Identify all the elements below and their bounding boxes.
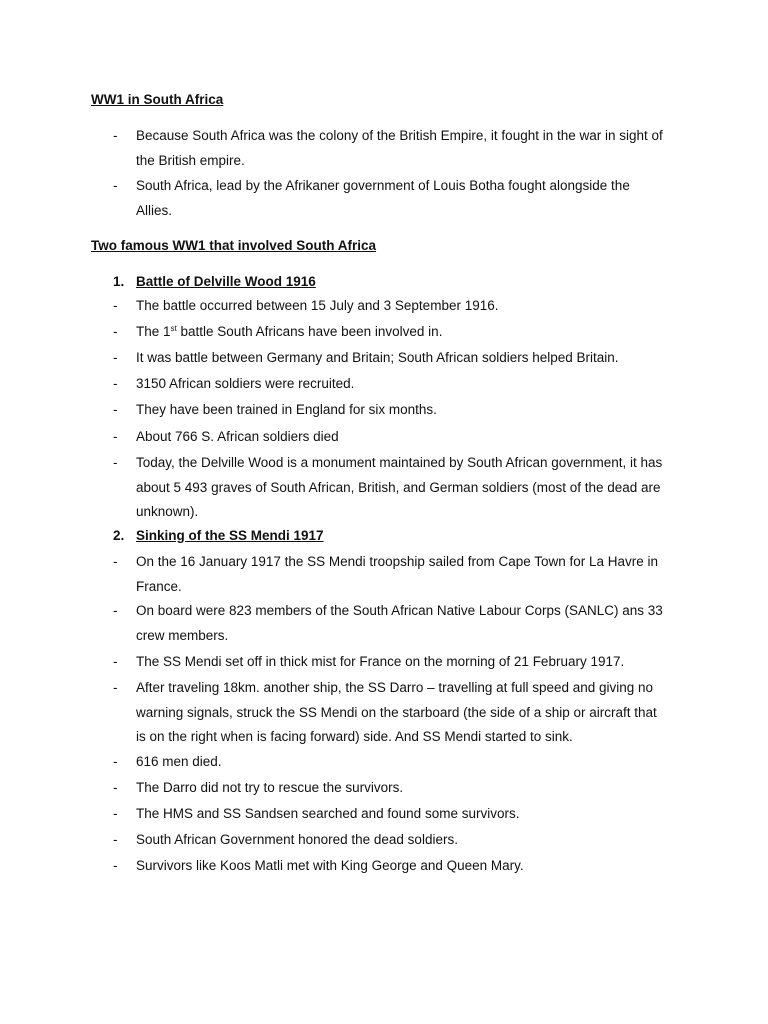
bullet-text-continued: Allies. [136, 203, 173, 218]
superscript-ordinal: st [170, 324, 177, 333]
bullet-text: The Darro did not try to rescue the survivors. [136, 780, 404, 795]
bullet-dash: - [113, 376, 118, 391]
bullet-text-continued: warning signals, struck the SS Mendi on the starboard (the side of a ship or aircraft that [136, 705, 657, 720]
list-number: 1. [113, 274, 125, 289]
bullet-dash: - [113, 554, 118, 569]
bullet-text: About 766 S. African soldiers died [136, 429, 339, 444]
bullet-text-continued: unknown). [136, 504, 199, 519]
list-number: 2. [113, 528, 125, 543]
bullet-text: Today, the Delville Wood is a monument maintained by South African government, it has [136, 455, 663, 470]
bullet-dash: - [113, 128, 118, 143]
bullet-text: After traveling 18km. another ship, the SS Darro – travelling at full speed and giving no [136, 680, 654, 695]
bullet-text: 3150 African soldiers were recruited. [136, 376, 355, 391]
subheading-sinking-of-ss-mendi: Sinking of the SS Mendi 1917 [136, 528, 324, 543]
bullet-dash: - [113, 350, 118, 365]
bullet-text-part: battle South Africans have been involved in. [176, 324, 443, 339]
subheading-battle-of-delville-wood: Battle of Delville Wood 1916 [136, 274, 316, 289]
bullet-text-continued: France. [136, 579, 182, 594]
bullet-text: It was battle between Germany and Britain; South African soldiers helped Britain. [136, 350, 619, 365]
bullet-text: They have been trained in England for six months. [136, 402, 437, 417]
section-heading-ww1-in-south-africa: WW1 in South Africa [91, 92, 224, 107]
bullet-text-continued: about 5 493 graves of South African, British, and German soldiers (most of the dead are [136, 480, 661, 495]
bullet-text-continued: crew members. [136, 628, 229, 643]
bullet-text-part: The 1 [136, 324, 171, 339]
bullet-dash: - [113, 832, 118, 847]
bullet-dash: - [113, 178, 118, 193]
bullet-dash: - [113, 298, 118, 313]
bullet-text-continued: the British empire. [136, 153, 245, 168]
section-heading-two-famous-ww1: Two famous WW1 that involved South Africa [91, 238, 377, 253]
bullet-dash: - [113, 754, 118, 769]
bullet-dash: - [113, 806, 118, 821]
bullet-text: On board were 823 members of the South African Native Labour Corps (SANLC) ans 33 [136, 603, 663, 618]
bullet-dash: - [113, 455, 118, 470]
bullet-text-continued: is on the right when is facing forward) side. And SS Mendi started to sink. [136, 729, 573, 744]
bullet-dash: - [113, 402, 118, 417]
bullet-text: 616 men died. [136, 754, 222, 769]
bullet-text: South African Government honored the dead soldiers. [136, 832, 458, 847]
bullet-text: The battle occurred between 15 July and 3 September 1916. [136, 298, 499, 313]
bullet-dash: - [113, 780, 118, 795]
bullet-dash: - [113, 603, 118, 618]
bullet-text [136, 324, 442, 339]
bullet-dash: - [113, 680, 118, 695]
bullet-text: Because South Africa was the colony of the British Empire, it fought in the war in sight of [136, 128, 663, 143]
bullet-text: The HMS and SS Sandsen searched and found some survivors. [136, 806, 520, 821]
bullet-text: Survivors like Koos Matli met with King George and Queen Mary. [136, 858, 524, 873]
bullet-dash: - [113, 324, 118, 339]
bullet-text: On the 16 January 1917 the SS Mendi troopship sailed from Cape Town for La Havre in [136, 554, 659, 569]
bullet-text: South Africa, lead by the Afrikaner government of Louis Botha fought alongside the [136, 178, 630, 193]
bullet-dash: - [113, 429, 118, 444]
bullet-dash: - [113, 858, 118, 873]
bullet-text: The SS Mendi set off in thick mist for France on the morning of 21 February 1917. [136, 654, 625, 669]
bullet-dash: - [113, 654, 118, 669]
